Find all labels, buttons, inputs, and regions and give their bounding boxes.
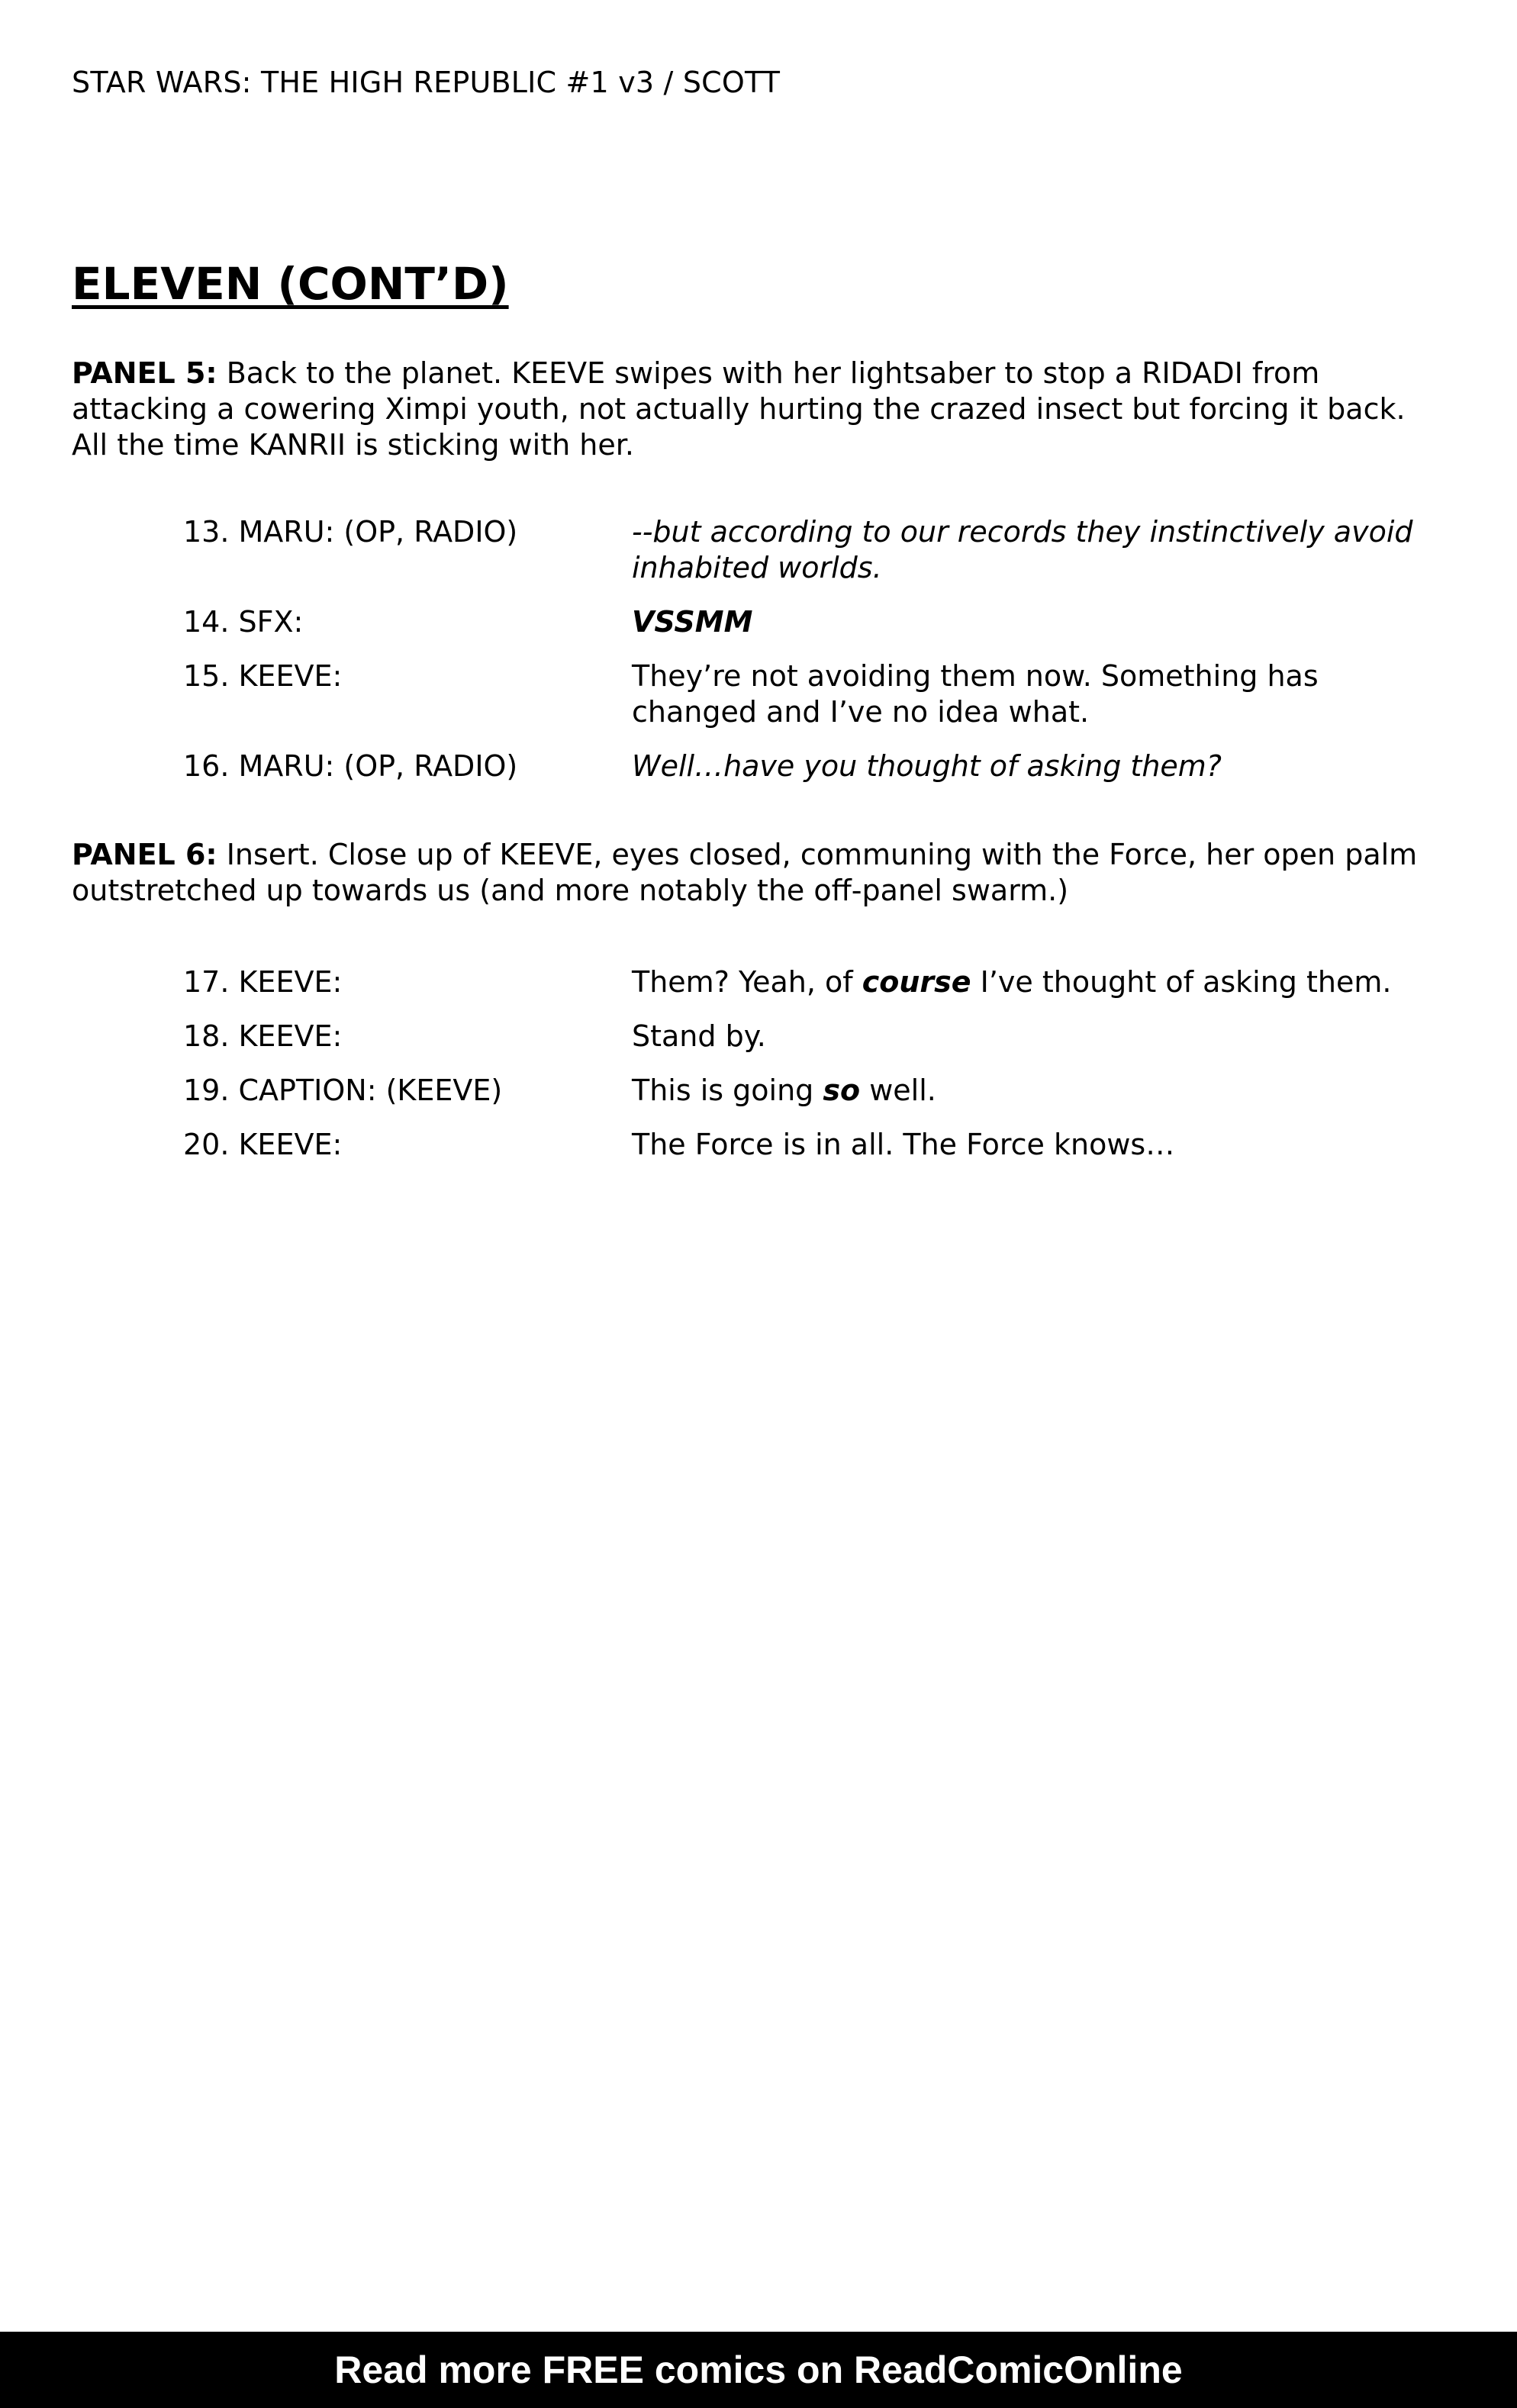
sound-effect: VSSMM [632,605,753,639]
footer-banner[interactable] [0,2332,1517,2408]
dialogue-speaker: 16. MARU: (OP, RADIO) [183,749,518,783]
dialogue-emphasis: course [862,965,971,999]
dialogue-emphasis: so [823,1074,861,1107]
dialogue-line: Well…have you thought of asking them? [632,749,1222,783]
panel-5-label: PANEL 5: [72,356,217,390]
dialogue-speaker: 14. SFX: [183,605,304,639]
dialogue-text: Them? Yeah, of [632,965,862,999]
scene-heading: ELEVEN (CONT’D) [72,258,509,310]
dialogue-speaker: 15. KEEVE: [183,659,343,693]
dialogue-line: They’re not avoiding them now. Something has changed and I’ve no idea what. [632,659,1319,729]
dialogue-speaker: 19. CAPTION: (KEEVE) [183,1074,503,1107]
page-header: STAR WARS: THE HIGH REPUBLIC #1 v3 / SCOTT [72,66,781,99]
dialogue-speaker: 17. KEEVE: [183,965,343,999]
dialogue-text: This is going [632,1074,823,1107]
panel-5-text: Back to the planet. KEEVE swipes with her lightsaber to stop a RIDADI from attacking a cowering Ximpi youth, not actually hurting the crazed insect but forcing it back. All the time KANRII is sticking with her. [72,356,1406,462]
dialogue-text: well. [860,1074,936,1107]
dialogue-speaker: 13. MARU: (OP, RADIO) [183,515,518,549]
dialogue-line: --but according to our records they instinctively avoid inhabited worlds. [632,515,1413,584]
dialogue-line [632,1073,1433,1109]
dialogue-text: I’ve thought of asking them. [971,965,1392,999]
panel-6-description [72,837,1445,909]
dialogue-speaker: 18. KEEVE: [183,1019,343,1053]
panel-6-label: PANEL 6: [72,838,217,871]
dialogue-line: The Force is in all. The Force knows… [632,1128,1175,1161]
dialogue-line [632,964,1433,1000]
panel-6-text: Insert. Close up of KEEVE, eyes closed, communing with the Force, her open palm outstretched up towards us (and more notably the off-panel swarm.) [72,838,1418,907]
dialogue-line: Stand by. [632,1019,766,1053]
footer-banner-text[interactable]: Read more FREE comics on ReadComicOnline [334,2348,1183,2391]
dialogue-speaker: 20. KEEVE: [183,1128,343,1161]
panel-5-description [72,356,1445,463]
